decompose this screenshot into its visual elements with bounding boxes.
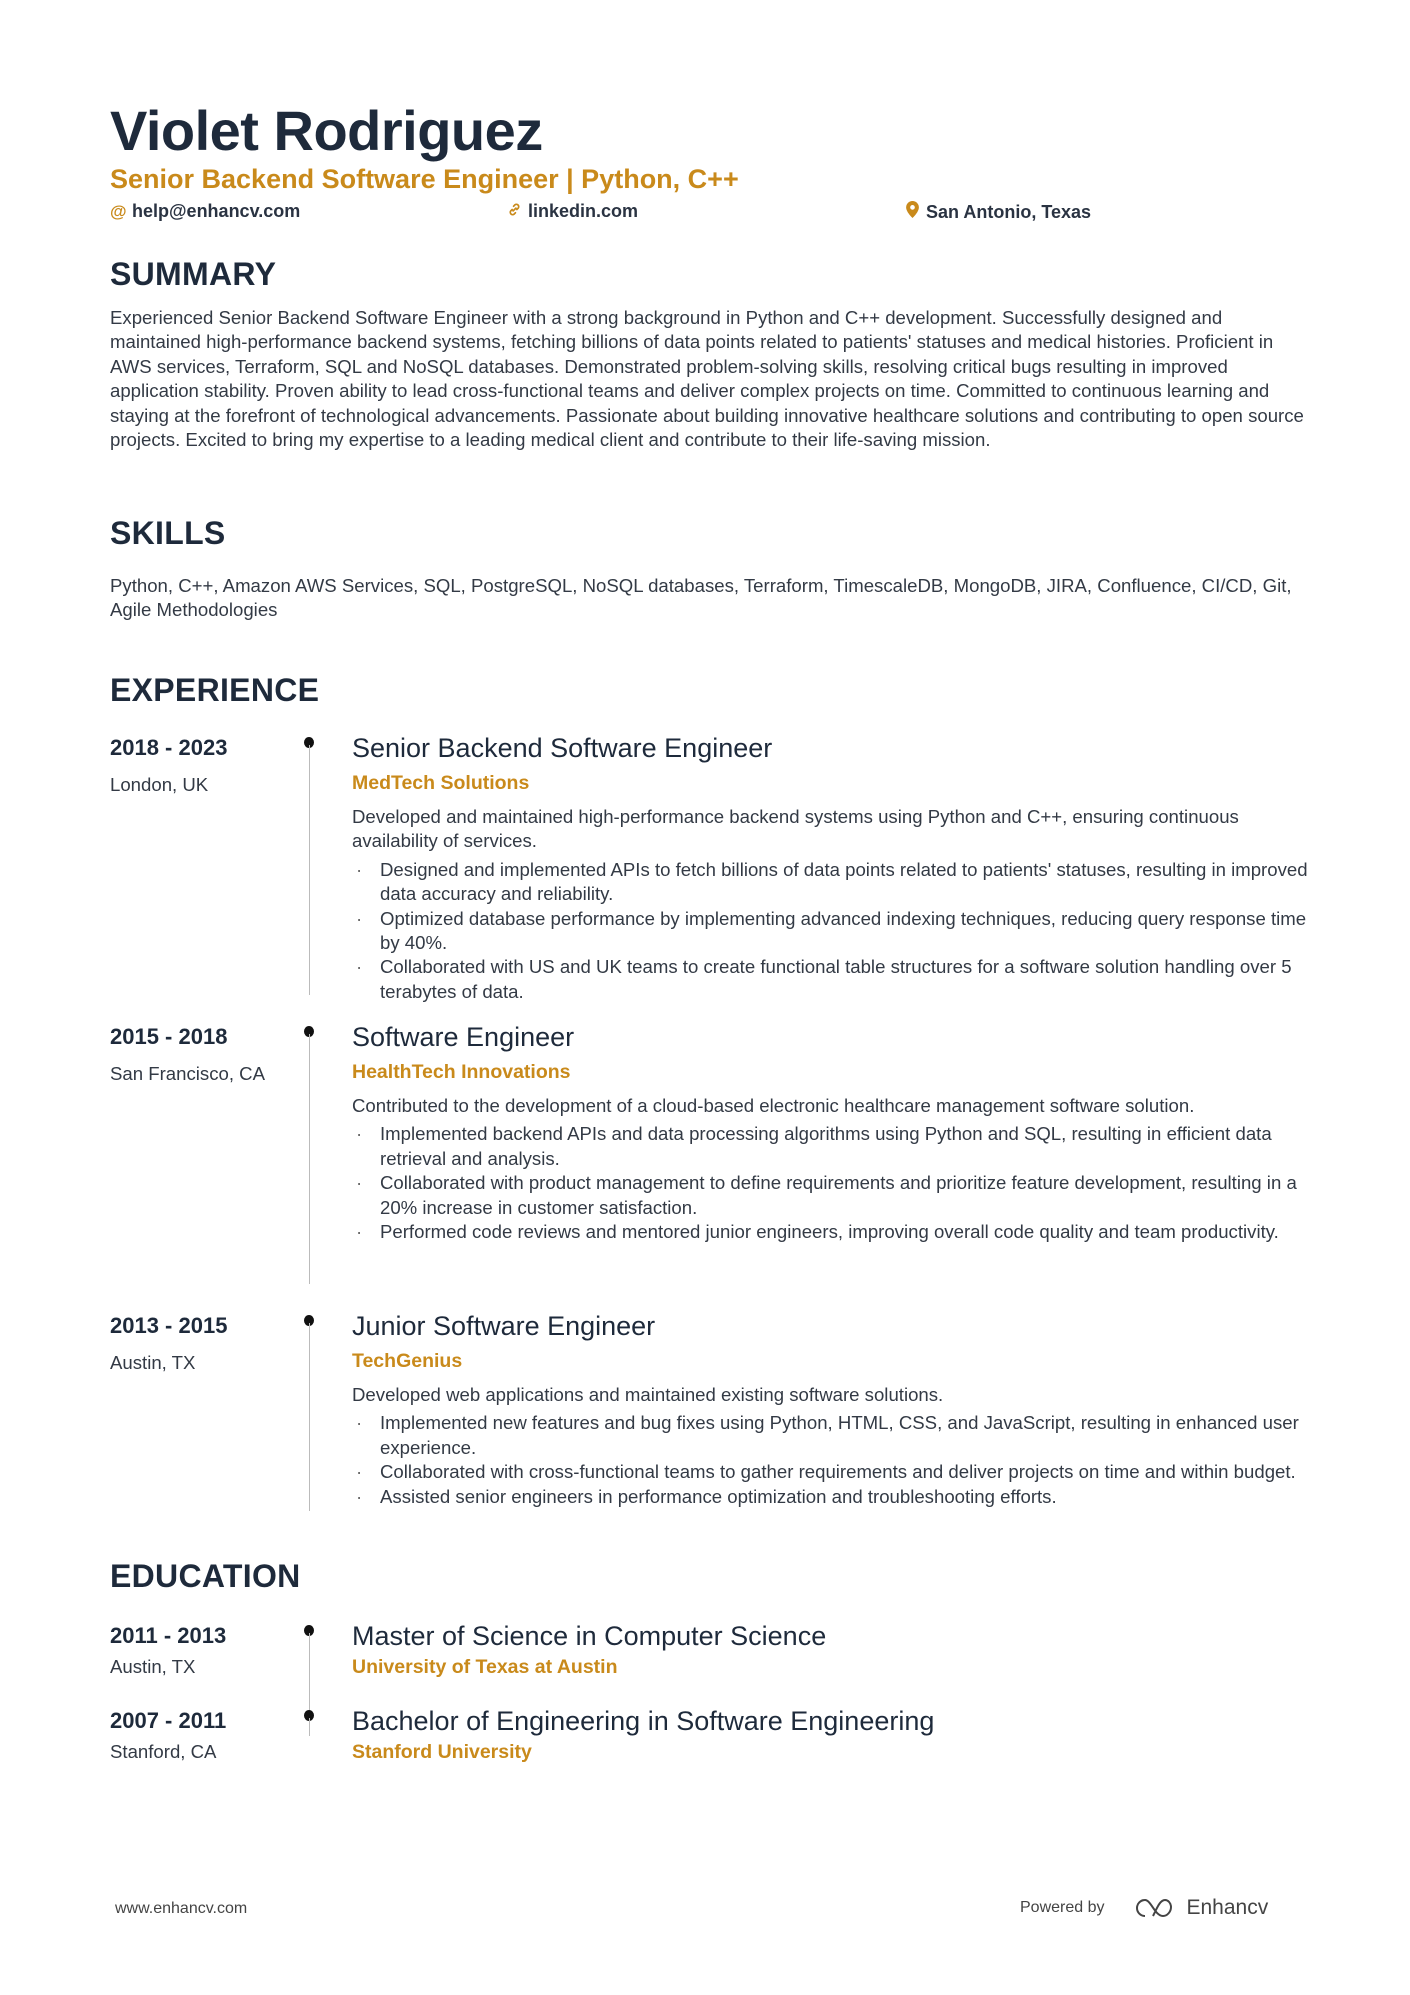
contact-email[interactable]	[110, 201, 300, 222]
entry-location: San Francisco, CA	[110, 1063, 266, 1084]
powered-by-label: Powered by	[1020, 1899, 1105, 1916]
entry-location: London, UK	[110, 774, 209, 795]
brand-name: Enhancv	[1186, 1896, 1269, 1919]
enhancv-logo-icon	[1131, 1896, 1177, 1920]
timeline-line	[309, 1323, 311, 1511]
link-icon	[506, 202, 522, 222]
contact-location-text: San Antonio, Texas	[926, 201, 1092, 222]
contact-email-text[interactable]: help@enhancv.com	[132, 201, 301, 221]
job-description: Developed web applications and maintained existing software solutions.	[352, 1384, 944, 1405]
entry-content	[352, 1706, 1312, 1764]
job-description: Developed and maintained high-performance backend systems using Python and C++, ensuring continuous availability of services.	[352, 806, 1239, 852]
entry-content	[352, 1621, 1312, 1679]
bullet-item: · Collaborated with product management to define requirements and prioritize feature development, resulting in a 20% increase in customer satisfaction.	[352, 1171, 1312, 1220]
education-heading: EDUCATION	[110, 1558, 301, 1594]
candidate-title: Senior Backend Software Engineer | Python, C++	[110, 164, 739, 194]
bullet-item: · Collaborated with US and UK teams to create functional table structures for a software solution handling over 5 terabytes of data.	[352, 955, 1312, 1004]
bullet-item: · Implemented backend APIs and data processing algorithms using Python and SQL, resulting in efficient data retrieval and analysis.	[352, 1122, 1312, 1171]
bullet-list	[352, 1411, 1312, 1509]
job-title: Software Engineer	[352, 1022, 575, 1052]
contact-location	[904, 201, 1091, 223]
entry-dates: 2007 - 2011	[110, 1708, 227, 1733]
degree: Bachelor of Engineering in Software Engineering	[352, 1706, 935, 1736]
entry-content	[352, 1311, 1312, 1509]
experience-heading: EXPERIENCE	[110, 672, 320, 708]
timeline-line	[309, 745, 311, 995]
bullet-item: · Designed and implemented APIs to fetch billions of data points related to patients' statuses, resulting in improved data accuracy and reliability.	[352, 858, 1312, 907]
bullet-item: · Optimized database performance by implementing advanced indexing techniques, reducing query response time by 40%.	[352, 907, 1312, 956]
bullet-list	[352, 858, 1312, 1004]
enhancv-logo	[1131, 1896, 1269, 1920]
entry-dates: 2013 - 2015	[110, 1313, 228, 1338]
bullet-item: · Collaborated with cross-functional teams to gather requirements and deliver projects on time and within budget.	[352, 1460, 1312, 1484]
candidate-name: Violet Rodriguez	[110, 99, 543, 162]
entry-dates: 2015 - 2018	[110, 1024, 228, 1049]
timeline-line	[309, 1034, 311, 1284]
footer-powered-by	[1020, 1896, 1268, 1920]
bullet-item: · Performed code reviews and mentored junior engineers, improving overall code quality and team productivity.	[352, 1220, 1312, 1244]
company-name: HealthTech Innovations	[352, 1061, 571, 1083]
entry-location: Stanford, CA	[110, 1741, 217, 1762]
entry-location: Austin, TX	[110, 1352, 196, 1373]
job-description: Contributed to the development of a cloud-based electronic healthcare management software solution.	[352, 1095, 1195, 1116]
school-name: Stanford University	[352, 1741, 532, 1763]
entry-content	[352, 733, 1312, 1004]
school-name: University of Texas at Austin	[352, 1656, 618, 1678]
entry-content	[352, 1022, 1312, 1244]
skills-heading: SKILLS	[110, 515, 226, 551]
bullet-item: · Assisted senior engineers in performance optimization and troubleshooting efforts.	[352, 1485, 1312, 1509]
skills-text: Python, C++, Amazon AWS Services, SQL, PostgreSQL, NoSQL databases, Terraform, TimescaleDB, MongoDB, JIRA, Confluence, CI/CD, Git, Agile Methodologies	[110, 575, 1292, 621]
location-pin-icon	[904, 201, 920, 223]
job-title: Senior Backend Software Engineer	[352, 733, 773, 763]
summary-text: Experienced Senior Backend Software Engineer with a strong background in Python and C++ development. Successfully designed and maintained high-performance backend systems, fetching billions of data points related to patients' statuses and medical histories. Proficient in AWS services, Terraform, SQL and NoSQL databases. Demonstrated problem-solving skills, resolving critical bugs resulting in improved application stability. Proven ability to lead cross-functional teams and deliver complex projects on time. Committed to continuous learning and staying at the forefront of technological advancements. Passionate about building innovative healthcare solutions and contributing to open source projects. Excited to bring my expertise to a leading medical client and contribute to their life-saving mission.	[110, 307, 1304, 451]
company-name: MedTech Solutions	[352, 772, 530, 794]
bullet-item: · Implemented new features and bug fixes using Python, HTML, CSS, and JavaScript, resulting in enhanced user experience.	[352, 1411, 1312, 1460]
bullet-list	[352, 1122, 1312, 1244]
entry-location: Austin, TX	[110, 1656, 196, 1677]
at-icon: @	[110, 201, 127, 221]
summary-heading: SUMMARY	[110, 256, 277, 292]
job-title: Junior Software Engineer	[352, 1311, 656, 1341]
contact-linkedin[interactable]	[506, 201, 638, 222]
contact-linkedin-text[interactable]: linkedin.com	[528, 201, 639, 221]
entry-dates: 2011 - 2013	[110, 1623, 227, 1648]
footer-website[interactable]: www.enhancv.com	[115, 1900, 248, 1917]
company-name: TechGenius	[352, 1350, 463, 1372]
entry-dates: 2018 - 2023	[110, 735, 228, 760]
timeline-line	[309, 1718, 311, 1736]
degree: Master of Science in Computer Science	[352, 1621, 827, 1651]
